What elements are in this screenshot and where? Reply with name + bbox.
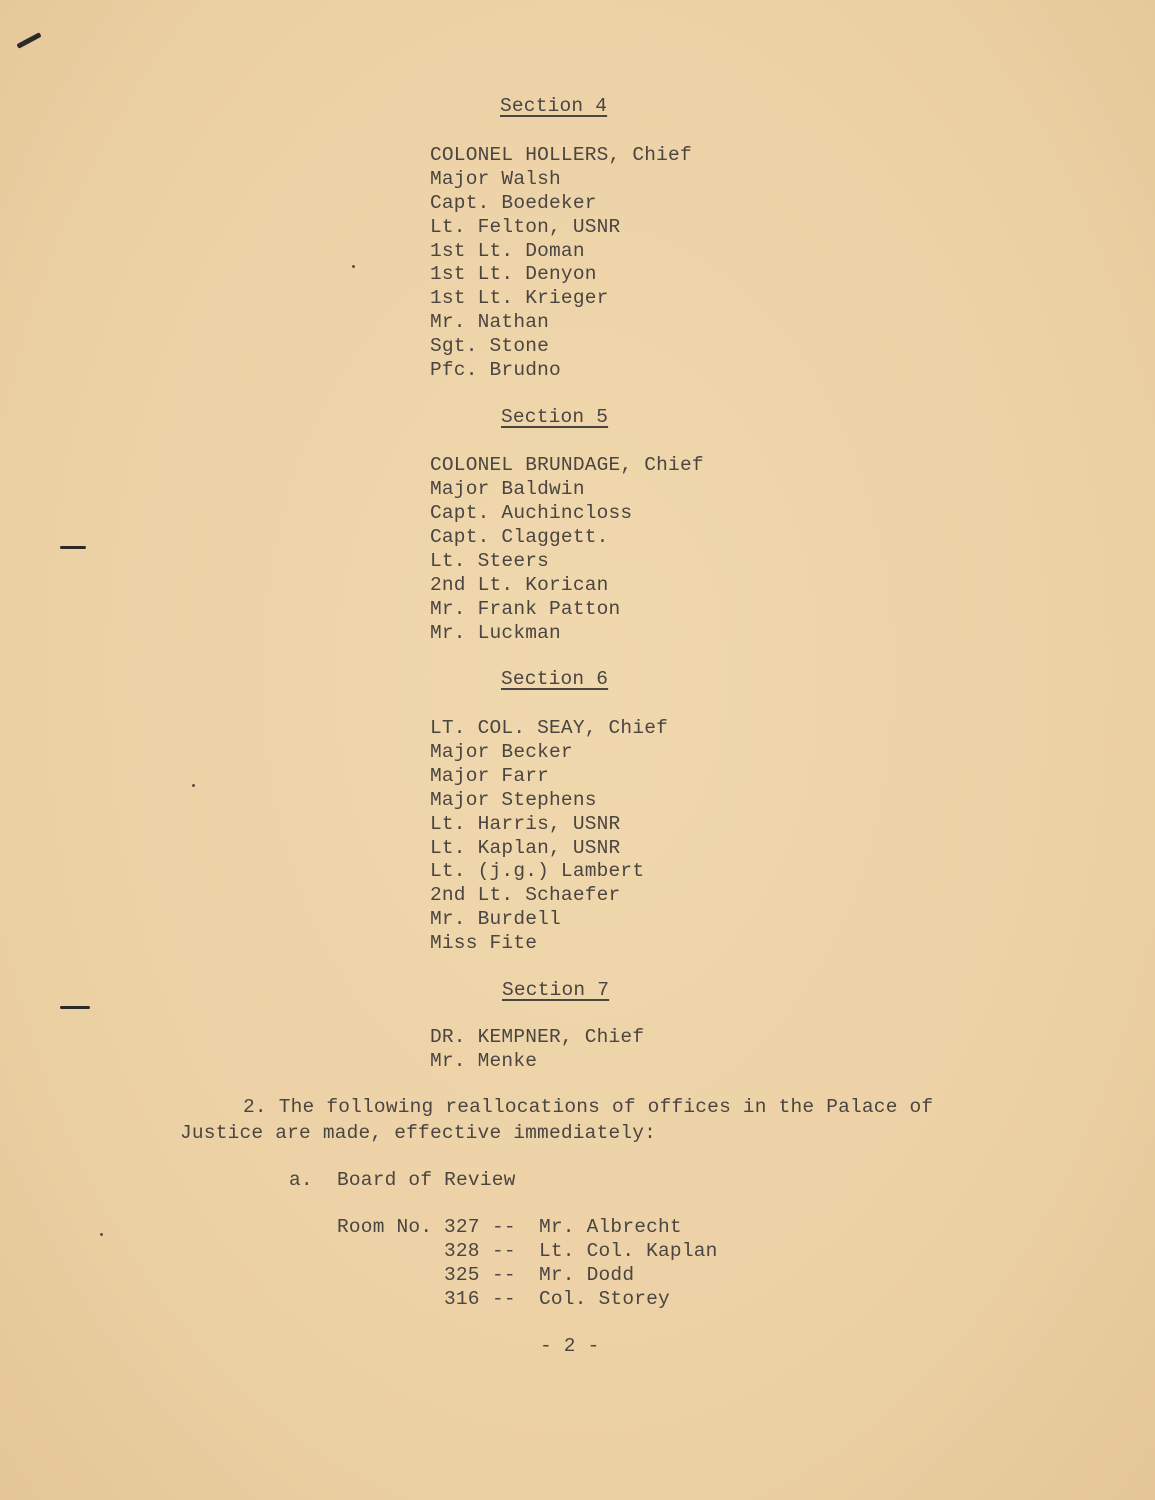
section-heading: Section 5 xyxy=(501,406,609,428)
binder-mark-upper xyxy=(60,546,86,549)
member-line: Major Baldwin xyxy=(430,478,585,500)
member-line: Mr. Menke xyxy=(430,1050,538,1072)
corner-mark xyxy=(16,32,41,49)
room-occupant: Col. Storey xyxy=(539,1288,670,1310)
member-line: Capt. Auchincloss xyxy=(430,502,633,524)
paragraph-line: 2. The following reallocations of offices in the Palace of xyxy=(243,1096,934,1118)
member-line: Mr. Luckman xyxy=(430,622,561,644)
room-occupant: Mr. Dodd xyxy=(539,1264,635,1286)
member-line: 1st Lt. Denyon xyxy=(430,263,597,285)
member-line: COLONEL HOLLERS, Chief xyxy=(430,144,692,166)
member-line: Pfc. Brudno xyxy=(430,359,561,381)
paper-speck xyxy=(192,784,195,787)
room-number: 328 xyxy=(444,1240,480,1262)
subitem-title: Board of Review xyxy=(337,1169,516,1191)
paper-speck xyxy=(100,1233,103,1236)
member-line: Miss Fite xyxy=(430,932,538,954)
member-line: LT. COL. SEAY, Chief xyxy=(430,717,669,739)
section-heading: Section 7 xyxy=(502,979,610,1001)
member-line: 2nd Lt. Korican xyxy=(430,574,609,596)
member-line: Lt. Kaplan, USNR xyxy=(430,837,621,859)
member-line: Major Walsh xyxy=(430,168,561,190)
member-line: 1st Lt. Krieger xyxy=(430,287,609,309)
member-line: Lt. Steers xyxy=(430,550,550,572)
member-line: Capt. Claggett. xyxy=(430,526,609,548)
member-line: Major Farr xyxy=(430,765,550,787)
paper-speck xyxy=(352,265,355,268)
room-dash: -- xyxy=(492,1216,516,1238)
member-line: 1st Lt. Doman xyxy=(430,240,585,262)
binder-mark-lower xyxy=(60,1006,90,1009)
page-number: - 2 - xyxy=(540,1335,600,1357)
subitem-label: a. xyxy=(289,1169,313,1191)
member-line: Major Becker xyxy=(430,741,573,763)
room-dash: -- xyxy=(492,1288,516,1310)
room-prefix: Room No. xyxy=(337,1216,433,1238)
room-number: 327 xyxy=(444,1216,480,1238)
member-line: Mr. Frank Patton xyxy=(430,598,621,620)
paragraph-line: Justice are made, effective immediately: xyxy=(180,1122,657,1144)
section-heading: Section 6 xyxy=(501,668,609,690)
member-line: Lt. Harris, USNR xyxy=(430,813,621,835)
member-line: COLONEL BRUNDAGE, Chief xyxy=(430,454,704,476)
room-occupant: Lt. Col. Kaplan xyxy=(539,1240,718,1262)
member-line: Sgt. Stone xyxy=(430,335,550,357)
member-line: Major Stephens xyxy=(430,789,597,811)
member-line: Lt. Felton, USNR xyxy=(430,216,621,238)
room-dash: -- xyxy=(492,1264,516,1286)
member-line: DR. KEMPNER, Chief xyxy=(430,1026,645,1048)
room-dash: -- xyxy=(492,1240,516,1262)
room-occupant: Mr. Albrecht xyxy=(539,1216,682,1238)
member-line: Lt. (j.g.) Lambert xyxy=(430,860,645,882)
member-line: Capt. Boedeker xyxy=(430,192,597,214)
section-heading: Section 4 xyxy=(500,95,608,117)
room-number: 325 xyxy=(444,1264,480,1286)
member-line: Mr. Burdell xyxy=(430,908,561,930)
member-line: Mr. Nathan xyxy=(430,311,550,333)
member-line: 2nd Lt. Schaefer xyxy=(430,884,621,906)
room-number: 316 xyxy=(444,1288,480,1310)
